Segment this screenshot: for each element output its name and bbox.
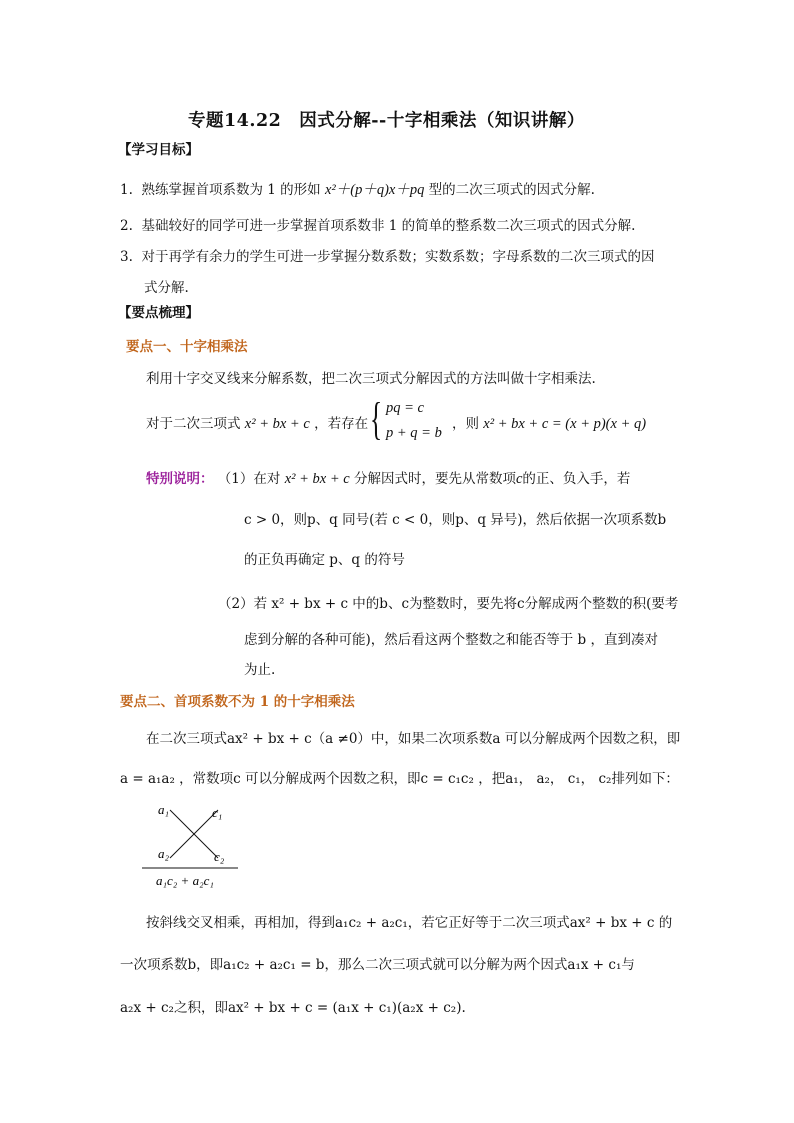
cross-a1: a₁ <box>158 802 170 817</box>
goal-3-line2: 式分解. <box>144 280 189 296</box>
note-label: 特别说明： <box>146 471 214 487</box>
note1-pre: （1）在对 <box>217 471 281 487</box>
cross-multiplication-diagram <box>140 798 260 894</box>
goals-tag: 【学习目标】 <box>118 142 199 158</box>
point2-line4: 一次项系数b，即a₁c₂ + a₂c₁ = b，那么二次三项式就可以分解为两个因式a₁x + c₁与 <box>120 957 635 973</box>
cross-a2: a₂ <box>158 846 170 861</box>
system-bottom: p + q = b <box>386 425 442 441</box>
point1-condition-lead <box>146 412 368 433</box>
goal-3-number: 3. <box>120 249 133 265</box>
note1-line2: c > 0，则p、q 同号(若 c < 0，则p、q 异号)，然后依据一次项系数b <box>244 512 667 528</box>
system-top: pq = c <box>386 400 424 416</box>
keypoints-tag: 【要点梳理】 <box>118 305 199 321</box>
goal-3-line1: 对于再学有余力的学生可进一步掌握分数系数；实数系数；字母系数的二次三项式的因 <box>141 249 655 265</box>
point1-definition: 利用十字交叉线来分解系数，把二次三项式分解因式的方法叫做十字相乘法. <box>146 371 596 387</box>
goal-item-3 <box>120 245 654 265</box>
point2-line1: 在二次三项式ax² + bx + c（a ≠0）中，如果二次项系数a 可以分解成两个因数之积，即 <box>146 731 681 747</box>
note1-c: c <box>515 471 523 487</box>
point2-line3: 按斜线交叉相乘，再相加，得到a₁c₂ + a₂c₁，若它正好等于二次三项式ax² + bx + c 的 <box>146 915 673 931</box>
point2-heading: 要点二、首项系数不为 1 的十字相乘法 <box>120 694 355 710</box>
note1-line3: 的正负再确定 p、q 的符号 <box>244 552 405 568</box>
point2-line2: a = a₁a₂ ，常数项c 可以分解成两个因数之积，即c = c₁c₂ ，把a₁， a₂， c₁， c₂排列如下： <box>120 771 679 787</box>
condition-pre: 对于二次三项式 <box>146 416 241 432</box>
note1-post: 分解因式时，要先从常数项 <box>353 471 516 487</box>
goal-2-number: 2. <box>120 218 133 234</box>
note1-formula: x² + bx + c <box>284 471 350 487</box>
cross-c1: c₁ <box>212 805 223 820</box>
page-title: 专题14.22 因式分解--十字相乘法（知识讲解） <box>188 111 585 131</box>
goal-item-1 <box>120 178 595 199</box>
note2-line3: 为止. <box>244 662 276 678</box>
condition-result-formula: x² + bx + c = (x + p)(x + q) <box>483 416 647 432</box>
goal-1-post: 型的二次三项式的因式分解. <box>428 182 595 198</box>
condition-mid: ，若存在 <box>314 416 369 432</box>
goal-2-text: 基础较好的同学可进一步掌握首项系数非 1 的简单的整系数二次三项式的因式分解. <box>141 218 636 234</box>
note1-line1 <box>146 467 630 488</box>
goal-1-pre: 熟练掌握首项系数为 1 的形如 <box>141 182 321 198</box>
note2-line2: 虑到分解的各种可能)，然后看这两个整数之和能否等于 b ，直到凑对 <box>244 632 658 648</box>
goal-item-2 <box>120 214 635 234</box>
condition-formula: x² + bx + c <box>244 416 310 432</box>
point2-line5: a₂x + c₂之积，即ax² + bx + c = (a₁x + c₁)(a₂x + c₂). <box>120 1000 466 1016</box>
cross-c2: c₂ <box>214 849 225 864</box>
goal-1-number: 1. <box>120 182 133 198</box>
condition-result <box>452 412 646 433</box>
goal-1-formula: x²＋(p＋q)x＋pq <box>324 182 425 198</box>
note2-line1: （2）若 x² + bx + c 中的b、c为整数时，要先将c分解成两个整数的积(要考 <box>218 596 679 612</box>
condition-then: ，则 <box>452 416 479 432</box>
note1-end: 的正、负入手，若 <box>522 471 631 487</box>
point1-heading: 要点一、十字相乘法 <box>126 339 248 355</box>
system-brace: { <box>370 393 383 444</box>
cross-sum: a₁c₂ + a₂c₁ <box>156 873 214 888</box>
